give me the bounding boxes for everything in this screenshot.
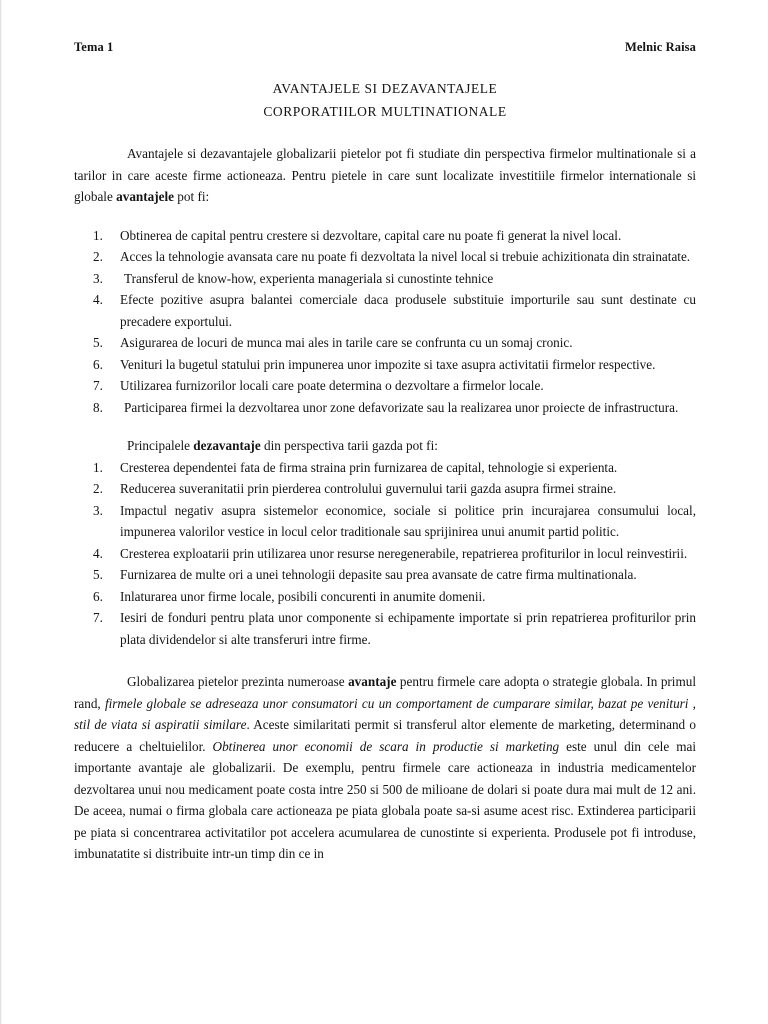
list-item-text: Venituri la bugetul statului prin impunerea unor impozite si taxe asupra activitatii firmelor respective.: [120, 356, 656, 372]
list-item-number: 6.: [93, 356, 103, 372]
list-item-number: 5.: [93, 567, 103, 582]
disadvantages-lead-in: [74, 435, 696, 457]
list-item: [74, 375, 696, 397]
closing-italic-2: Obtinerea unor economii de scara in productie si marketing: [212, 738, 560, 754]
list-item-number: 1.: [93, 459, 103, 475]
header-right-text: Melnic Raisa: [625, 40, 696, 54]
dez-lead-bold-dezavantaje: dezavantaje: [193, 438, 261, 453]
list-item-number: 4.: [93, 292, 103, 307]
list-item: [74, 607, 696, 650]
list-item: [74, 268, 696, 290]
intro-bold-avantajele: avantajele: [116, 189, 174, 204]
list-item-text: Transferul de know-how, experienta manageriala si cunostinte tehnice: [124, 270, 494, 286]
list-item: [74, 397, 696, 419]
header-left-text: Tema 1: [74, 40, 114, 54]
intro-text-part-1: Avantajele si dezavantajele globalizarii pietelor pot fi studiate din perspectiva firmelor multinationale si a tarilor in care aceste firme actioneaza. Pentru pietele in care sunt localizate investitiile firmelor internationale si globale: [74, 146, 696, 204]
closing-part-7: este unul din cele mai importante avantaje ale globalizarii. De exemplu, pentru firmele care actioneaza in industria medicamentelor dezvoltarea unui nou medicament poate costa intre 250 si 500 de milioane de dolari si poate dura mai mult de 12 ani. De aceea, numai o firma globala care actioneaza pe piata globala poate sa-si asume acest risc. Extinderea participarii pe piata si concentrarea activitatilor pot accelera acumularea de cunostinte si experienta. Produsele pot fi introduse, imbunatatite si distribuite intr-un timp din ce in: [74, 738, 696, 861]
list-item: [74, 478, 696, 500]
closing-part-1: Globalizarea pietelor prezinta numeroase: [127, 674, 349, 689]
dez-lead-part-1: Principalele: [127, 438, 194, 453]
list-item-number: 2.: [93, 481, 103, 496]
title-line-1: AVANTAJELE SI DEZAVANTAJELE: [272, 81, 498, 96]
list-item-text: Reducerea suveranitatii prin pierderea controlului guvernului tarii gazda asupra firmei straine.: [120, 481, 617, 496]
list-item-number: 8.: [93, 399, 103, 415]
title-line-2: CORPORATIILOR MULTINATIONALE: [263, 104, 507, 119]
list-item-text: Utilizarea furnizorilor locali care poate determina o dezvoltare a firmelor locale.: [120, 378, 544, 393]
list-item-text: Acces la tehnologie avansata care nu poate fi dezvoltata la nivel local si trebuie achizitionata din strainatate.: [120, 249, 691, 264]
page-left-edge: [0, 0, 2, 1024]
list-item: [74, 354, 696, 376]
page-content: [74, 40, 696, 865]
list-item: [74, 246, 696, 268]
list-item-number: 3.: [93, 270, 103, 286]
list-item-text: Participarea firmei la dezvoltarea unor zone defavorizate sau la realizarea unor proiecte de infrastructura.: [124, 399, 679, 415]
closing-part-5: . Aceste similaritati permit si transferul altor elemente de marketing, determinand o reducere a cheltuielilor.: [74, 717, 696, 754]
list-item-number: 7.: [93, 610, 103, 625]
list-item: [74, 457, 696, 479]
list-item: [74, 332, 696, 354]
list-item-number: 1.: [93, 227, 103, 243]
list-item: [74, 225, 696, 247]
list-item: [74, 543, 696, 565]
dez-lead-part-2: din perspectiva tarii gazda pot fi:: [260, 438, 438, 453]
list-item-text: Cresterea dependentei fata de firma straina prin furnizarea de capital, tehnologie si experienta.: [120, 459, 618, 475]
disadvantages-list: [74, 457, 696, 651]
list-item-text: Inlaturarea unor firme locale, posibili concurenti in anumite domenii.: [120, 588, 486, 604]
running-header: [74, 40, 696, 55]
closing-paragraph: [74, 671, 696, 865]
closing-bold-avantaje: avantaje: [348, 674, 397, 689]
list-item-text: Efecte pozitive asupra balantei comerciale daca produsele substituie importurile sau sunt destinate cu precadere exportului.: [120, 292, 696, 329]
list-item: [74, 500, 696, 543]
list-item-text: Cresterea exploatarii prin utilizarea unor resurse neregenerabile, repatrierea profiturilor in locul reinvestirii.: [120, 545, 688, 561]
intro-paragraph: [74, 143, 696, 208]
list-item-text: Iesiri de fonduri pentru plata unor componente si echipamente importate si prin repatrierea profiturilor prin plata dividendelor si alte transferuri intre firme.: [120, 610, 696, 647]
closing-part-3: pentru firmele care adopta o strategie globala. In primul rand,: [74, 674, 696, 711]
list-item-number: 3.: [93, 502, 103, 518]
list-item: [74, 289, 696, 332]
intro-text-part-2: pot fi:: [174, 189, 210, 204]
list-item-number: 6.: [93, 588, 103, 604]
advantages-list: [74, 225, 696, 419]
list-item: [74, 586, 696, 608]
list-item-number: 5.: [93, 335, 103, 350]
document-title: [74, 77, 696, 123]
list-item-number: 7.: [93, 378, 103, 393]
list-item-text: Asigurarea de locuri de munca mai ales in tarile care se confrunta cu un somaj cronic.: [120, 335, 573, 350]
list-item: [74, 564, 696, 586]
closing-italic-1: firmele globale se adreseaza unor consumatori cu un comportament de cumparare similar, bazat pe venituri , stil de viata si aspiratii similare: [74, 695, 696, 732]
list-item-number: 2.: [93, 249, 103, 264]
list-item-text: Obtinerea de capital pentru crestere si dezvoltare, capital care nu poate fi generat la nivel local.: [120, 227, 622, 243]
list-item-text: Impactul negativ asupra sistemelor economice, sociale si politice prin incurajarea consumului local, impunerea valorilor vestice in locul celor traditionale sau sprijinirea unui anumit partid politic.: [120, 502, 696, 539]
list-item-text: Furnizarea de multe ori a unei tehnologii depasite sau prea avansate de catre firma multinationala.: [120, 567, 637, 582]
list-item-number: 4.: [93, 545, 103, 561]
